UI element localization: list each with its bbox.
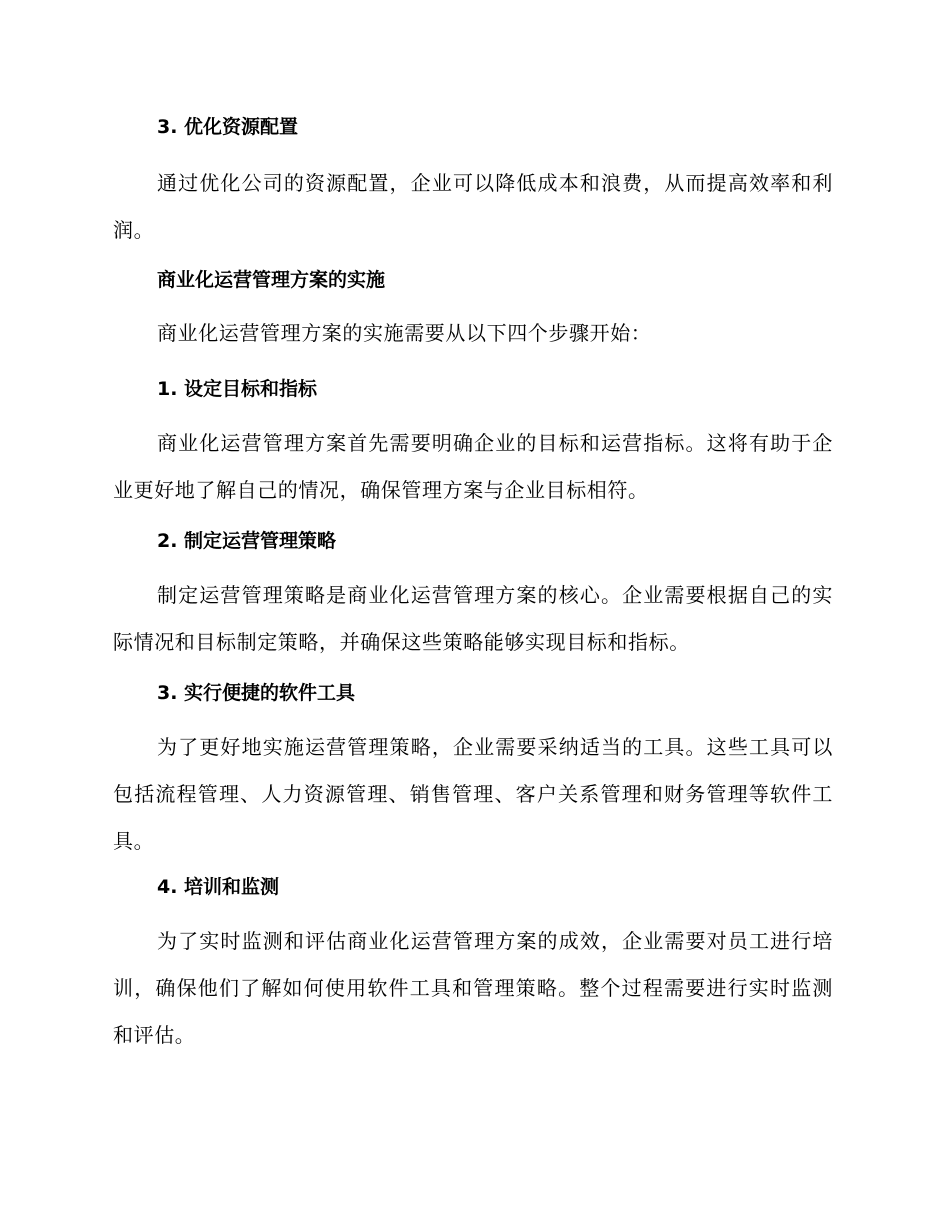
section-heading-implementation: 商业化运营管理方案的实施 xyxy=(157,269,386,291)
paragraph-optimize-resources: 通过优化公司的资源配置，企业可以降低成本和浪费，从而提高效率和利润。 xyxy=(113,171,833,242)
paragraph-implementation-intro: 商业化运营管理方案的实施需要从以下四个步骤开始： xyxy=(157,321,652,345)
section-heading-software-tools: 3. 实行便捷的软件工具 xyxy=(157,682,356,704)
paragraph-software-tools: 为了更好地实施运营管理策略，企业需要采纳适当的工具。这些工具可以包括流程管理、人力资源管理、销售管理、客户关系管理和财务管理等软件工具。 xyxy=(113,735,833,853)
section-heading-set-goals: 1. 设定目标和指标 xyxy=(157,378,318,400)
paragraph-training: 为了实时监测和评估商业化运营管理方案的成效，企业需要对员工进行培训，确保他们了解如何使用软件工具和管理策略。整个过程需要进行实时监测和评估。 xyxy=(113,929,833,1047)
section-heading-optimize-resources: 3. 优化资源配置 xyxy=(157,116,299,138)
section-heading-training: 4. 培训和监测 xyxy=(157,876,280,898)
section-heading-strategy: 2. 制定运营管理策略 xyxy=(157,530,337,552)
paragraph-strategy: 制定运营管理策略是商业化运营管理方案的核心。企业需要根据自己的实际情况和目标制定策略，并确保这些策略能够实现目标和指标。 xyxy=(113,583,833,654)
paragraph-set-goals: 商业化运营管理方案首先需要明确企业的目标和运营指标。这将有助于企业更好地了解自己的情况，确保管理方案与企业目标相符。 xyxy=(113,431,833,502)
